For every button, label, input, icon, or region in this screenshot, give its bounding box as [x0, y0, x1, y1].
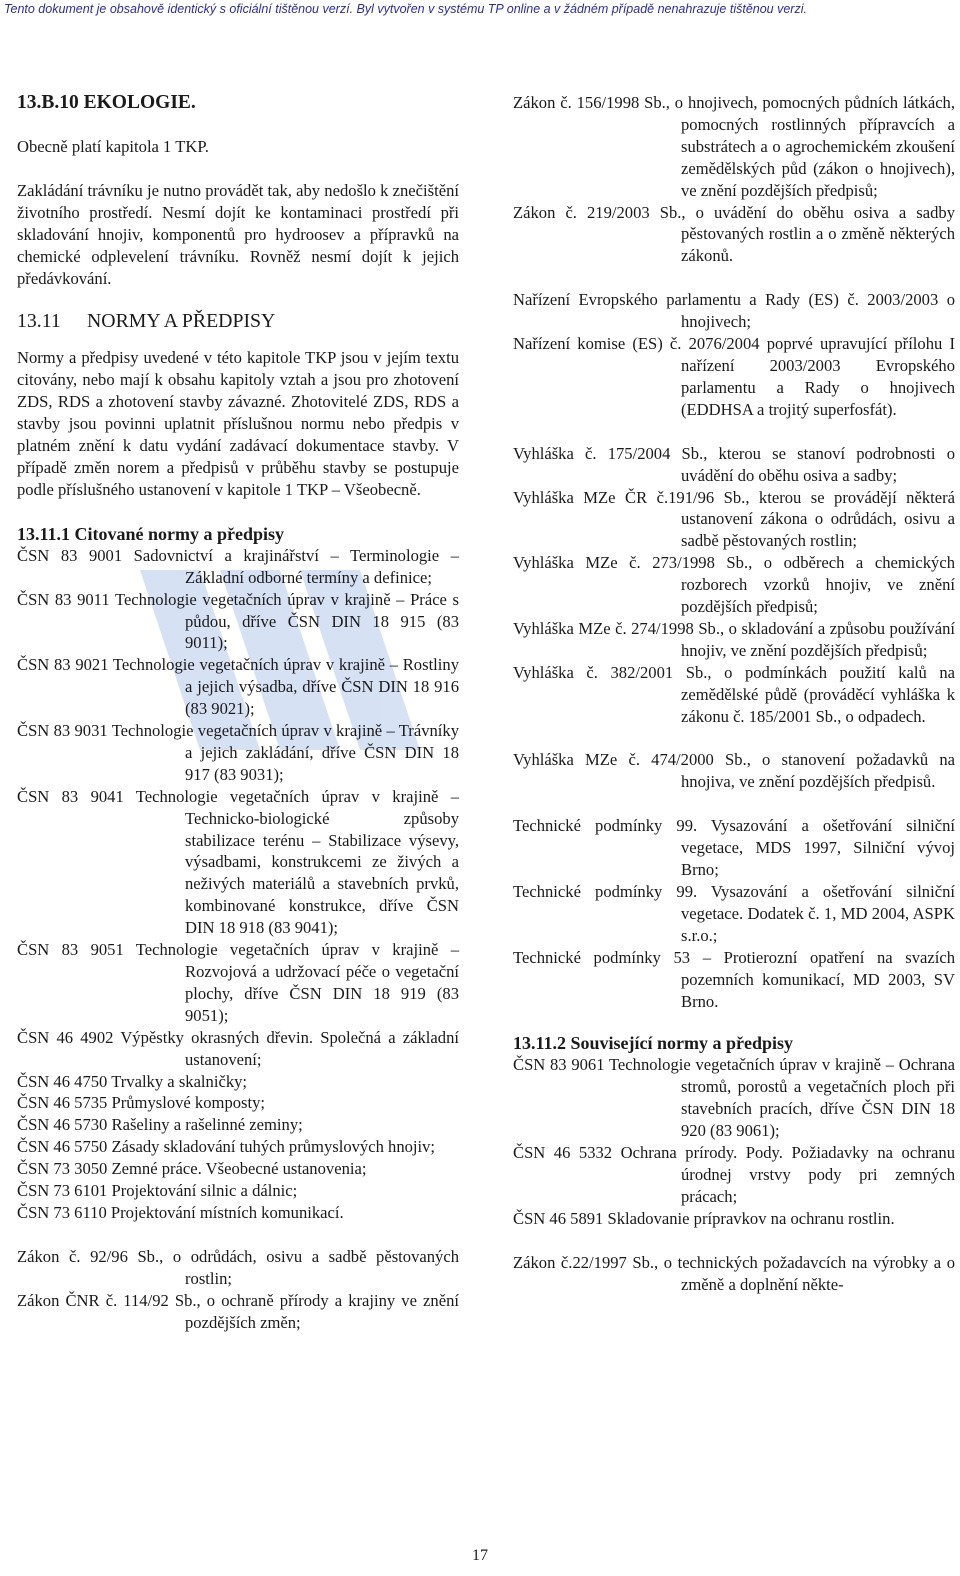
law-technical-requirements: Zákon č.22/1997 Sb., o technických požadavcích na výrobky a o změně a doplnění někte-	[513, 1252, 955, 1294]
list-item: ČSN 83 9061 Technologie vegetačních úprav v krajině – Ochrana stromů, porostů a vegetačních ploch při stavebních pracích, dříve ČSN DIN 18 920 (83 9061);	[513, 1055, 955, 1141]
norms-heading-number: 13.11	[17, 310, 61, 333]
list-item: Vyhláška MZe č. 274/1998 Sb., o skladování a způsobu používání hnojiv, ve znění pozdějších předpisů;	[513, 618, 955, 660]
related-norms-heading: 13.11.2 Související normy a předpisy	[513, 1033, 794, 1054]
laws-list-right	[513, 92, 955, 267]
list-item: Zákon č. 92/96 Sb., o odrůdách, osivu a sadbě pěstovaných rostlin;	[17, 1246, 459, 1288]
left-column	[17, 92, 459, 1334]
list-item: ČSN 83 9001 Sadovnictví a krajinářství – Terminologie – Základní odborné termíny a definice;	[17, 545, 459, 587]
list-item: ČSN 73 3050 Zemné práce. Všeobecné ustanovenia;	[17, 1159, 367, 1179]
list-item: ČSN 46 5750 Zásady skladování tuhých průmyslových hnojiv;	[17, 1137, 436, 1157]
list-item: Zákon č. 156/1998 Sb., o hnojivech, pomocných půdních látkách, pomocných rostlinných přípravcích a substrátech a o agrochemickém zkoušení zemědělských půd (zákon o hnojivech), ve znění pozdějších předpisů;	[513, 93, 955, 200]
cited-norms-list	[17, 545, 459, 1224]
norms-paragraph: Normy a předpisy uvedené v této kapitole TKP jsou v jejím textu citovány, nebo mají k obsahu kapitoly vztah a jsou pro zhotovení ZDS, RDS a zhotovení stavby závazné. Zhotovitelé ZDS, RDS a stavby jsou povinni uplatnit příslušnou normu nebo předpis v platném znění k datu vydání zadávací dokumentace stavby. V případě změn norem a předpisů v průběhu stavby se postupuje podle příslušného ustanovení v kapitole 1 TKP – Všeobecně.	[17, 348, 459, 499]
page-number: 17	[472, 1547, 488, 1564]
related-norms-list	[513, 1054, 955, 1229]
decrees-list	[513, 443, 955, 728]
list-item: ČSN 46 5891 Skladovanie prípravkov na ochranu rostlin.	[513, 1208, 895, 1228]
list-item: ČSN 46 4750 Trvalky a skalničky;	[17, 1071, 248, 1091]
eu-regulations-list	[513, 289, 955, 420]
section-title: 13.B.10 EKOLOGIE.	[17, 92, 196, 113]
list-item: ČSN 46 5735 Průmyslové komposty;	[17, 1093, 266, 1113]
list-item: Zákon ČNR č. 114/92 Sb., o ochraně přírody a krajiny ve znění pozdějších změn;	[17, 1290, 459, 1332]
list-item: ČSN 73 6101 Projektování silnic a dálnic;	[17, 1181, 298, 1201]
norms-heading	[17, 309, 459, 333]
ecology-paragraph: Zakládání trávníku je nutno provádět tak, aby nedošlo k znečištění životního prostředí. Nesmí dojít ke kontaminaci prostředí při skladování hnojiv, komponentů pro hydroosev a přípravků na chemické odplevelení trávníku. Rovněž nesmí dojít k jejich předávkování.	[17, 180, 459, 288]
list-item: ČSN 73 6110 Projektování místních komunikací.	[17, 1202, 344, 1222]
list-item: Vyhláška č. 382/2001 Sb., o podmínkách použití kalů na zemědělské půdě (prováděcí vyhláška k zákonu č. 185/2001 Sb., o odpadech.	[513, 662, 955, 726]
list-item: ČSN 83 9041 Technologie vegetačních úprav v krajině – Technicko-biologické způsoby stabilizace terénu – Stabilizace výsevy, výsadbami, konstrukcemi ze živých a neživých materiálů a stavebních prvků, kombinované konstrukce, dříve ČSN DIN 18 918 (83 9041);	[17, 786, 459, 938]
general-note: Obecně platí kapitola 1 TKP.	[17, 137, 209, 156]
list-item: Technické podmínky 99. Vysazování a ošetřování silniční vegetace, MDS 1997, Silniční vývoj Brno;	[513, 816, 955, 880]
list-item: ČSN 83 9051 Technologie vegetačních úprav v krajině – Rozvojová a udržovací péče o vegetační plochy, dříve ČSN DIN 18 919 (83 9051);	[17, 940, 459, 1025]
list-item: ČSN 83 9021 Technologie vegetačních úprav v krajině – Rostliny a jejich výsadba, dříve ČSN DIN 18 916 (83 9021);	[17, 655, 459, 719]
disclaimer-banner: Tento dokument je obsahově identický s oficiální tištěnou verzí. Byl vytvořen v systému TP online a v žádném případě nenahrazuje tištěnou verzi.	[4, 2, 807, 16]
list-item: ČSN 46 4902 Výpěstky okrasných dřevin. Společná a základní ustanovení;	[17, 1027, 459, 1069]
norms-heading-text: NORMY A PŘEDPISY	[87, 310, 276, 333]
list-item: Vyhláška MZe ČR č.191/96 Sb., kterou se provádějí některá ustanovení zákona o odrůdách, osivu a sadbě pěstovaných rostlin;	[513, 487, 955, 551]
list-item: Zákon č. 219/2003 Sb., o uvádění do oběhu osiva a sadby pěstovaných rostlin a o změně některých zákonů.	[513, 202, 955, 266]
list-item: ČSN 46 5730 Rašeliny a rašelinné zeminy;	[17, 1115, 303, 1135]
technical-conditions-list	[513, 815, 955, 1012]
list-item: ČSN 46 5332 Ochrana prírody. Pody. Požiadavky na ochranu úrodnej vrstvy pody pri zemných prácach;	[513, 1143, 955, 1206]
cited-norms-heading: 13.11.1 Citované normy a předpisy	[17, 523, 285, 544]
decree-fertilizer-requirements: Vyhláška MZe č. 474/2000 Sb., o stanovení požadavků na hnojiva, ve znění pozdějších předpisů.	[513, 750, 955, 792]
list-item: Nařízení komise (ES) č. 2076/2004 poprvé upravující přílohu I nařízení 2003/2003 Evropského parlamentu a Rady o hnojivech (EDDHSA a trojitý superfosfát).	[513, 334, 955, 419]
list-item: Nařízení Evropského parlamentu a Rady (ES) č. 2003/2003 o hnojivech;	[513, 290, 955, 332]
list-item: Vyhláška MZe č. 273/1998 Sb., o odběrech a chemických rozborech vzorků hnojiv, ve znění pozdějších předpisů;	[513, 553, 955, 617]
right-column	[513, 92, 955, 1296]
list-item: ČSN 83 9011 Technologie vegetačních úprav v krajině – Práce s půdou, dříve ČSN DIN 18 915 (83 9011);	[17, 589, 459, 653]
list-item: Technické podmínky 99. Vysazování a ošetřování silniční vegetace. Dodatek č. 1, MD 2004, ASPK s.r.o.;	[513, 882, 955, 945]
list-item: Technické podmínky 53 – Protierozní opatření na svazích pozemních komunikací, MD 2003, SV Brno.	[513, 947, 955, 1011]
list-item: ČSN 83 9031 Technologie vegetačních úprav v krajině – Trávníky a jejich zakládání, dříve ČSN DIN 18 917 (83 9031);	[17, 721, 459, 784]
laws-list-left	[17, 1246, 459, 1334]
list-item: Vyhláška č. 175/2004 Sb., kterou se stanoví podrobnosti o uvádění do oběhu osiva a sadby;	[513, 443, 955, 485]
